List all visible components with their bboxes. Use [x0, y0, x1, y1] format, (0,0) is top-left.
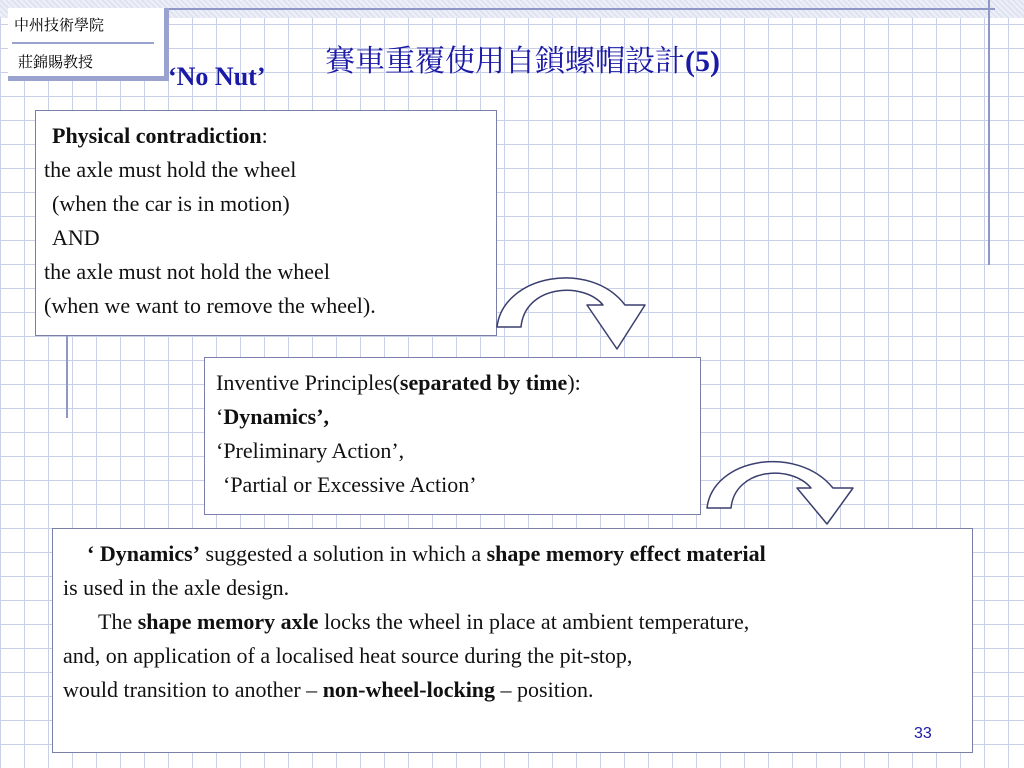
slide-subtitle: ‘No Nut’ — [168, 62, 266, 91]
dynamics-term: Dynamics’ — [99, 541, 201, 566]
contradiction-line: AND — [52, 225, 100, 250]
institution-badge — [8, 8, 169, 81]
contradiction-line: the axle must hold the wheel — [44, 157, 297, 182]
solution-line: The shape memory axle locks the wheel in place at ambient temperature, — [98, 609, 750, 634]
solution-line: would transition to another – non-wheel-locking – position. — [63, 677, 594, 702]
principle-item: ‘Dynamics’, — [216, 404, 330, 429]
shape-memory-material-term: shape memory effect material — [486, 541, 766, 566]
solution-box — [52, 528, 973, 753]
principles-heading: Inventive Principles(separated by time): — [216, 370, 581, 395]
principle-item: ‘Partial or Excessive Action’ — [223, 472, 477, 497]
solution-line: and, on application of a localised heat source during the pit-stop, — [63, 643, 633, 668]
shape-memory-axle-term: shape memory axle — [137, 609, 319, 634]
curved-arrow-1 — [495, 265, 655, 355]
principles-box — [204, 357, 701, 515]
slide-title-number: (5) — [685, 45, 720, 78]
slide-title — [325, 36, 720, 80]
contradiction-line: the axle must not hold the wheel — [44, 259, 330, 284]
contradiction-box — [35, 110, 497, 336]
badge-divider — [12, 42, 154, 44]
non-wheel-locking-term: non-wheel-locking — [322, 677, 496, 702]
deco-line-right — [988, 0, 990, 265]
principle-item: ‘Preliminary Action’, — [216, 438, 405, 463]
contradiction-heading: Physical contradiction: — [52, 123, 268, 148]
solution-line: ‘ Dynamics’ suggested a solution in which a shape memory effect material — [87, 541, 766, 566]
curved-arrow-2 — [705, 450, 865, 540]
professor-name: 莊錦賜教授 — [18, 53, 94, 71]
contradiction-label: Physical contradiction — [52, 123, 262, 148]
contradiction-line: (when we want to remove the wheel). — [44, 293, 376, 318]
contradiction-line: (when the car is in motion) — [52, 191, 290, 216]
slide-title-cjk: 賽車重覆使用自鎖螺帽設計 — [325, 44, 685, 79]
solution-line: is used in the axle design. — [63, 575, 290, 600]
page-number: 33 — [914, 725, 932, 742]
institution-name: 中州技術學院 — [14, 16, 105, 34]
deco-line-top — [165, 8, 995, 10]
principles-emphasis: separated by time — [399, 370, 568, 395]
